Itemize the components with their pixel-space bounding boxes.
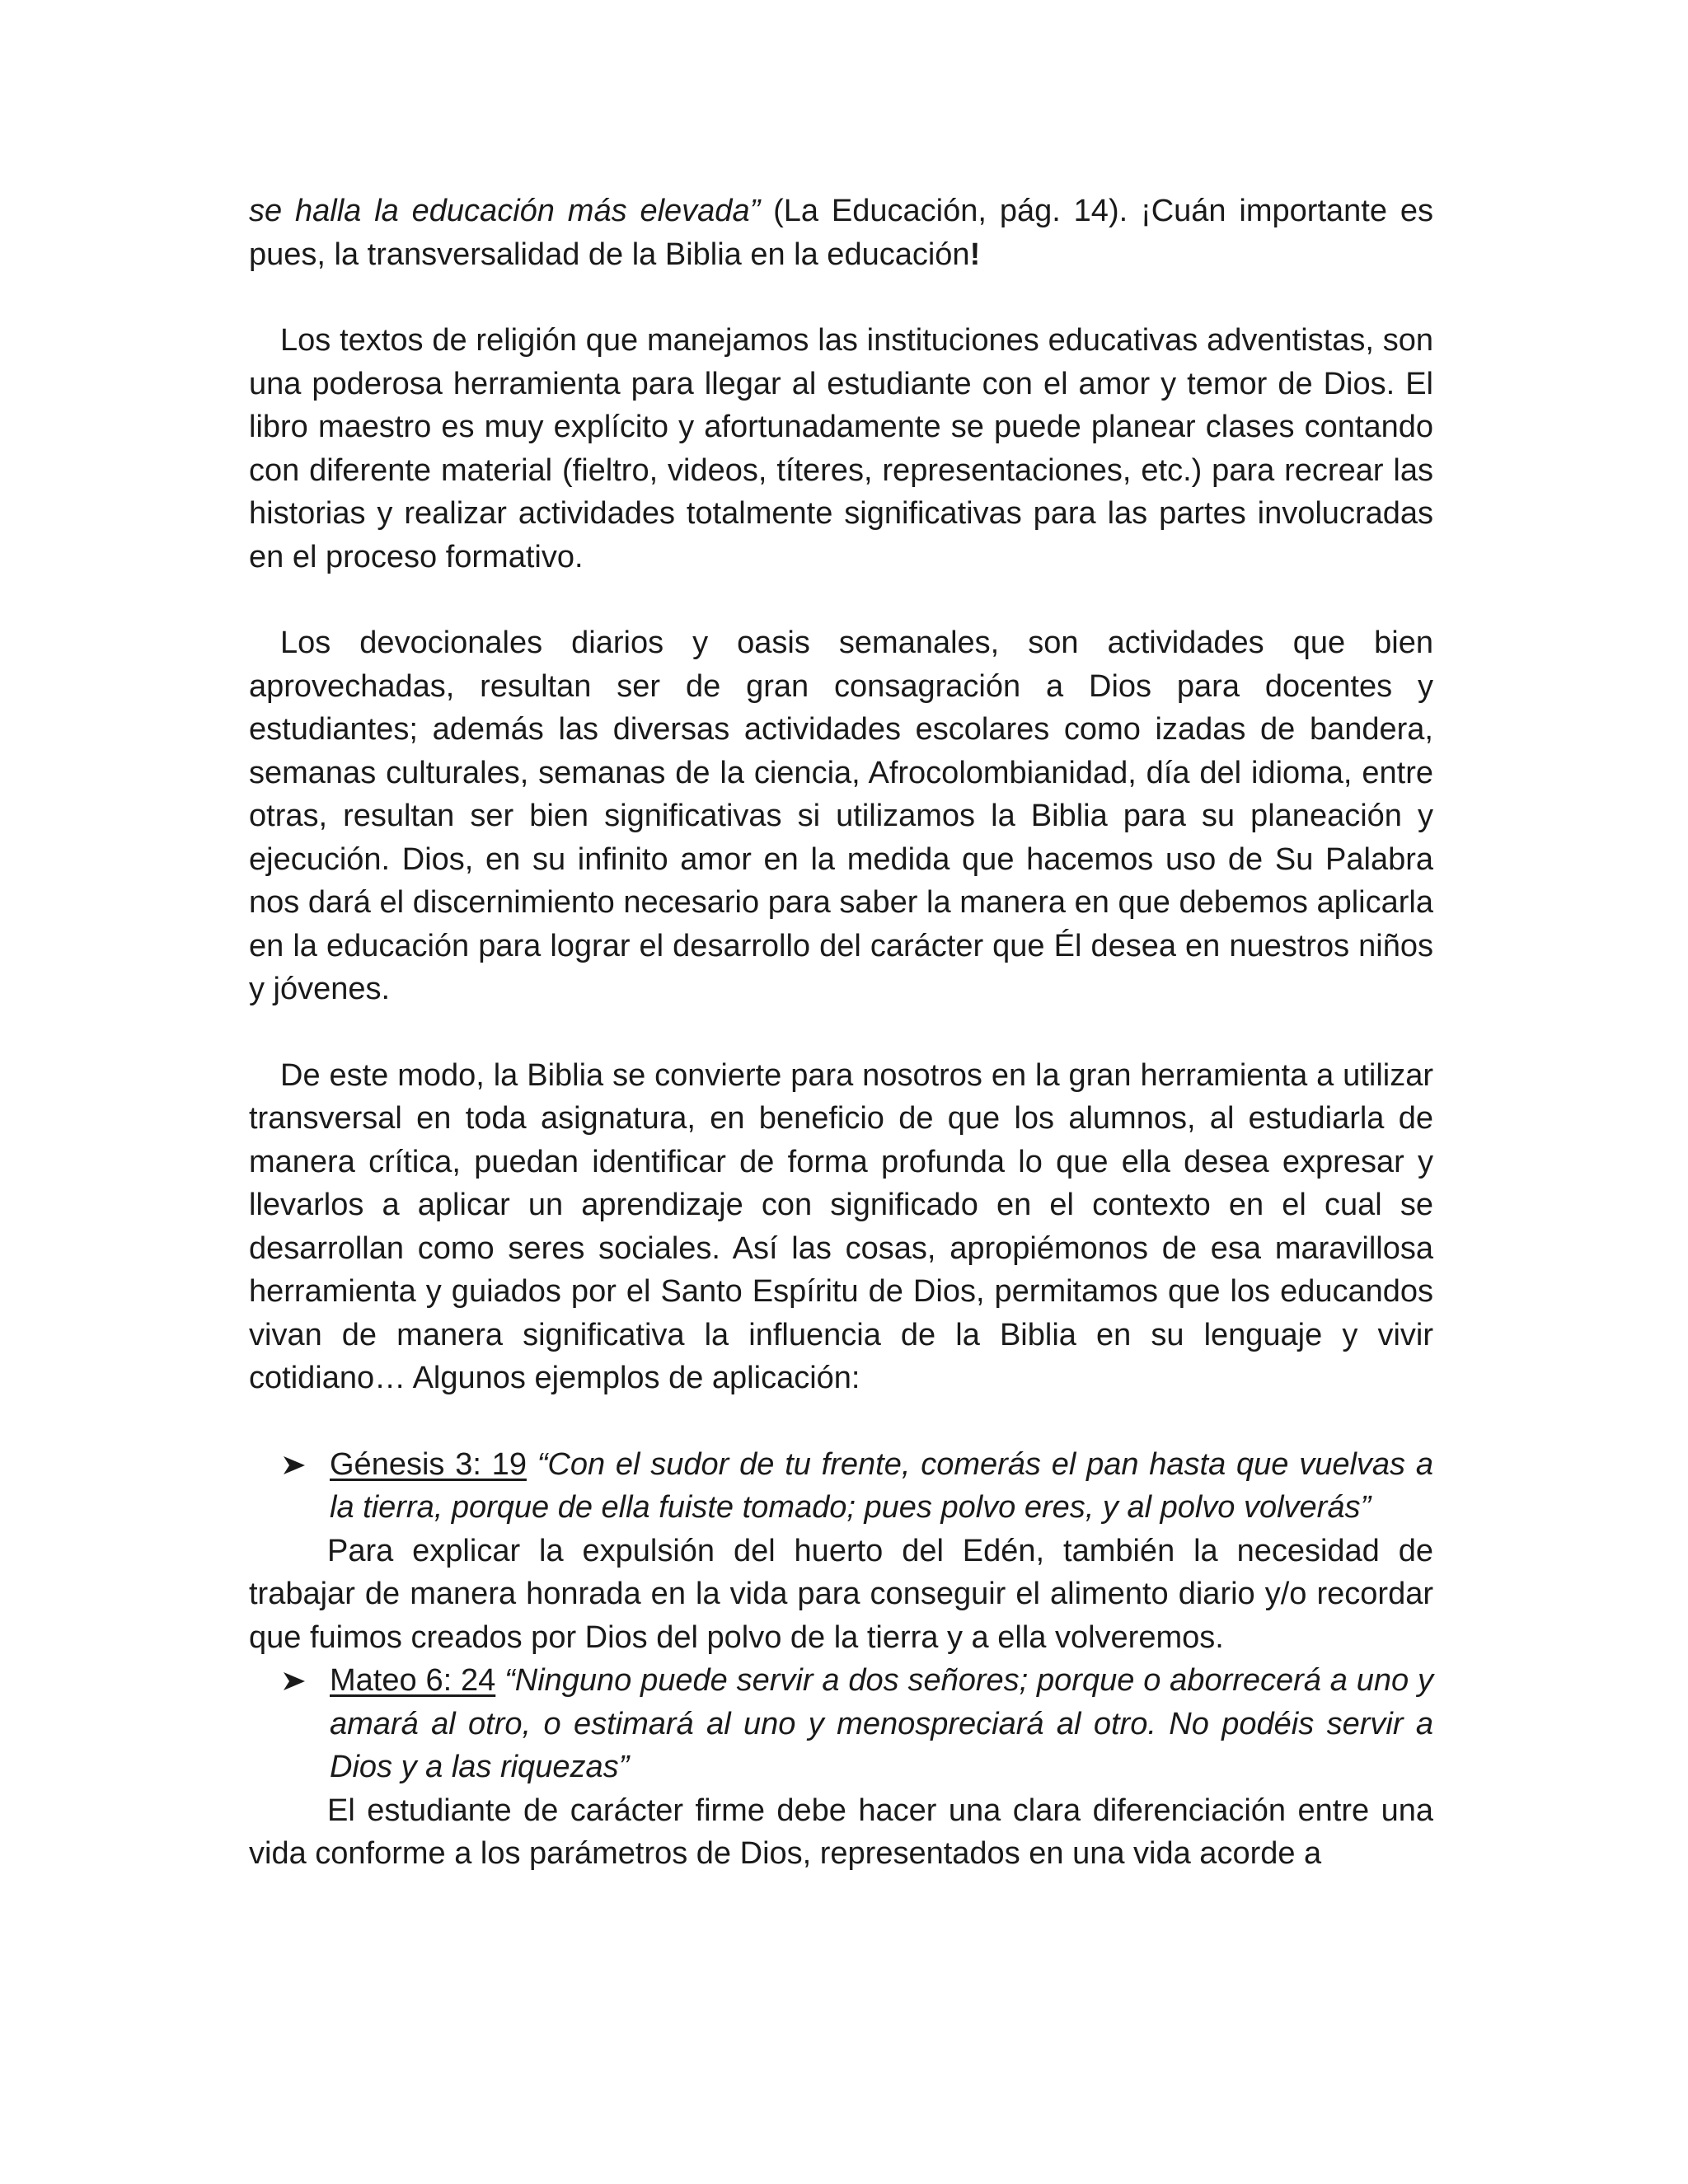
- bible-quote: “Con el sudor de tu frente, comerás el pan hasta que vuelvas a la tierra, porque de ella fuiste tomado; pues polvo eres, y al polvo volverás”: [330, 1446, 1433, 1525]
- example-explanation: Para explicar la expulsión del huerto del Edén, también la necesidad de trabajar de manera honrada en la vida para conseguir el alimento diario y/o recordar que fuimos creados por Dios del polvo de la tierra y a ella volveremos.: [249, 1533, 1433, 1655]
- example-item-mateo: [249, 1659, 1433, 1789]
- page-body: [249, 190, 1433, 1876]
- paragraph-devotionals: Los devocionales diarios y oasis semanales, son actividades que bien aprovechadas, resultan ser de gran consagración a Dios para docentes y estudiantes; además las diversas actividades escolares como izadas de bandera, semanas culturales, semanas de la ciencia, Afrocolombianidad, día del idioma, entre otras, resultan ser bien significativas si utilizamos la Biblia para su planeación y ejecución. Dios, en su infinito amor en la medida que hacemos uso de Su Palabra nos dará el discernimiento necesario para saber la manera en que debemos aplicarla en la educación para lograr el desarrollo del carácter que Él desea en nuestros niños y jóvenes.: [249, 626, 1433, 1006]
- paragraph-gap: [249, 579, 1433, 621]
- bible-reference: Mateo 6: 24: [330, 1663, 496, 1698]
- paragraph-gap: [249, 1400, 1433, 1443]
- bible-quote: “Ninguno puede servir a dos señores; porque o aborrecerá a uno y amará al otro, o estimará al uno y menospreciará al otro. No podéis servir a Dios y a las riquezas”: [330, 1663, 1433, 1784]
- paragraph-religion-texts: Los textos de religión que manejamos las instituciones educativas adventistas, son una poderosa herramienta para llegar al estudiante con el amor y temor de Dios. El libro maestro es muy explícito y afortunadamente se puede planear clases contando con diferente material (fieltro, videos, títeres, representaciones, etc.) para recrear las historias y realizar actividades totalmente significativas para las partes involucradas en el proceso formativo.: [249, 323, 1433, 574]
- intro-paragraph: [249, 190, 1433, 276]
- paragraph-gap: [249, 1011, 1433, 1054]
- intro-quote-end: se halla la educación más elevada”: [249, 194, 761, 228]
- intro-text: (La Educación, pág. 14). ¡Cuán importante es pues, la transversalidad de la Biblia en la educación: [249, 194, 1433, 272]
- example-explanation: El estudiante de carácter firme debe hacer una clara diferenciación entre una vida conforme a los parámetros de Dios, representados en una vida acorde a: [249, 1793, 1433, 1871]
- paragraph-gap: [249, 276, 1433, 319]
- paragraph-bible-tool: De este modo, la Biblia se convierte para nosotros en la gran herramienta a utilizar transversal en toda asignatura, en beneficio de que los alumnos, al estudiarla de manera crítica, puedan identificar de forma profunda lo que ella desea expresar y llevarlos a aplicar un aprendizaje con significado en el contexto en el cual se desarrollan como seres sociales. Así las cosas, apropiémonos de esa maravillosa herramienta y guiados por el Santo Espíritu de Dios, permitamos que los educandos vivan de manera significativa la influencia de la Biblia en su lenguaje y vivir cotidiano… Algunos ejemplos de aplicación:: [249, 1057, 1433, 1395]
- bible-reference: Génesis 3: 19: [330, 1446, 527, 1482]
- example-item-genesis: [249, 1443, 1433, 1530]
- intro-exclamation: !: [969, 237, 981, 272]
